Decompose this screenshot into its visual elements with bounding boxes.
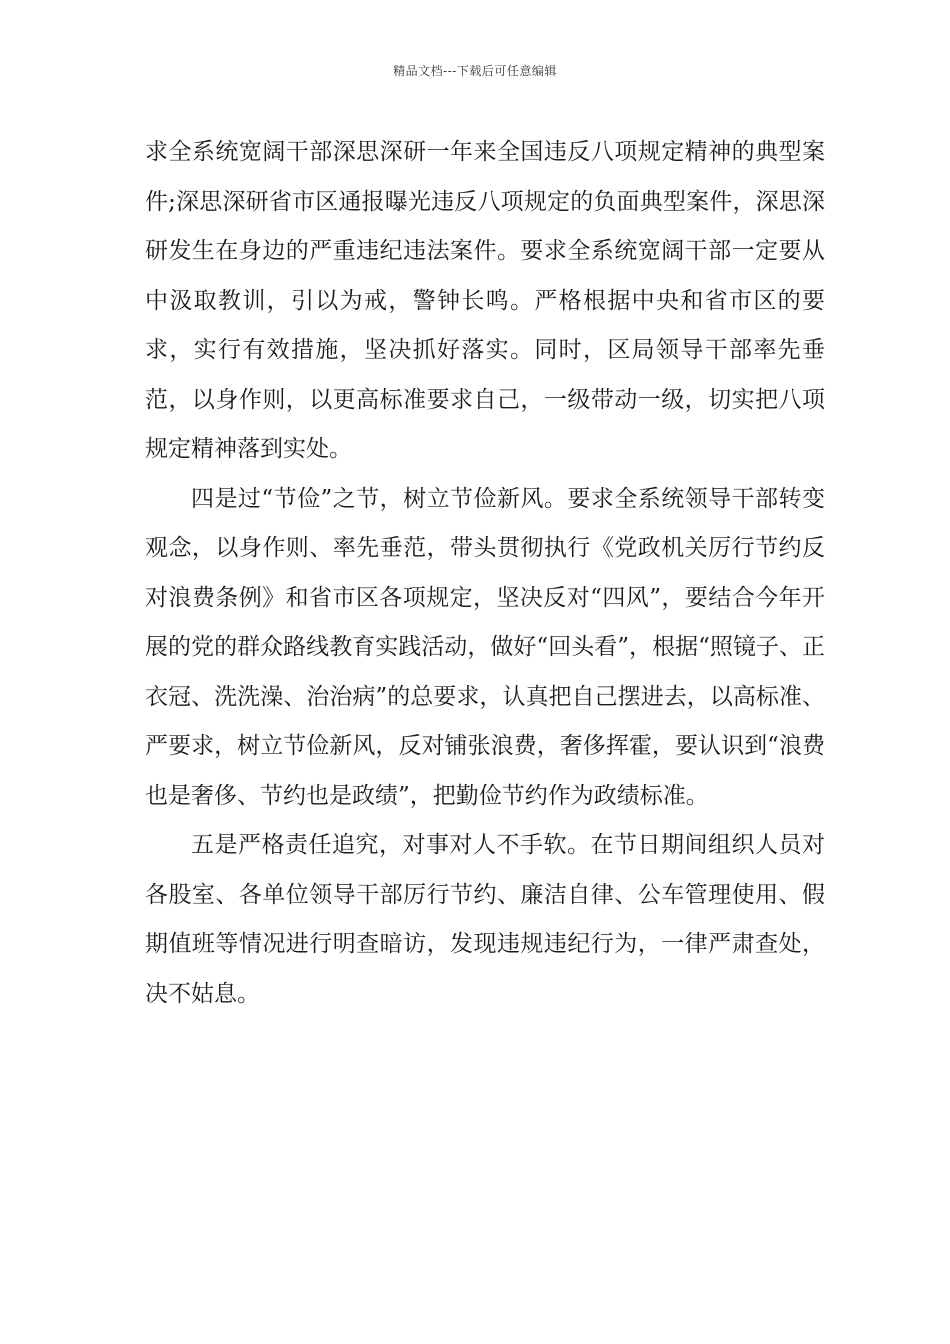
document-body: [145, 128, 825, 1019]
page-header: 精品文档---下载后可任意编辑: [393, 64, 557, 78]
paragraph-point-four: 四是过“节俭”之节，树立节俭新风。要求全系统领导干部转变观念，以身作则、率先垂范，带头贯彻执行《党政机关厉行节约反对浪费条例》和省市区各项规定，坚决反对“四风”，要结合今年开展的党的群众路线教育实践活动，做好“回头看”，根据“照镜子、正衣冠、洗洗澡、治治病”的总要求，认真把自己摆进去，以高标准、严要求，树立节俭新风，反对铺张浪费，奢侈挥霍，要认识到“浪费也是奢侈、节约也是政绩”，把勤俭节约作为政绩标准。: [145, 485, 825, 809]
paragraph-continuation: 求全系统宽阔干部深思深研一年来全国违反八项规定精神的典型案件;深思深研省市区通报曝光违反八项规定的负面典型案件，深思深研发生在身边的严重违纪违法案件。要求全系统宽阔干部一定要从中汲取教训，引以为戒，警钟长鸣。严格根据中央和省市区的要求，实行有效措施，坚决抓好落实。同时，区局领导干部率先垂范，以身作则，以更高标准要求自己，一级带动一级，切实把八项规定精神落到实处。: [145, 139, 825, 462]
paragraph-point-five: 五是严格责任追究，对事对人不手软。在节日期间组织人员对各股室、各单位领导干部厉行节约、廉洁自律、公车管理使用、假期值班等情况进行明查暗访，发现违规违纪行为，一律严肃查处，决不姑息。: [145, 832, 825, 1007]
